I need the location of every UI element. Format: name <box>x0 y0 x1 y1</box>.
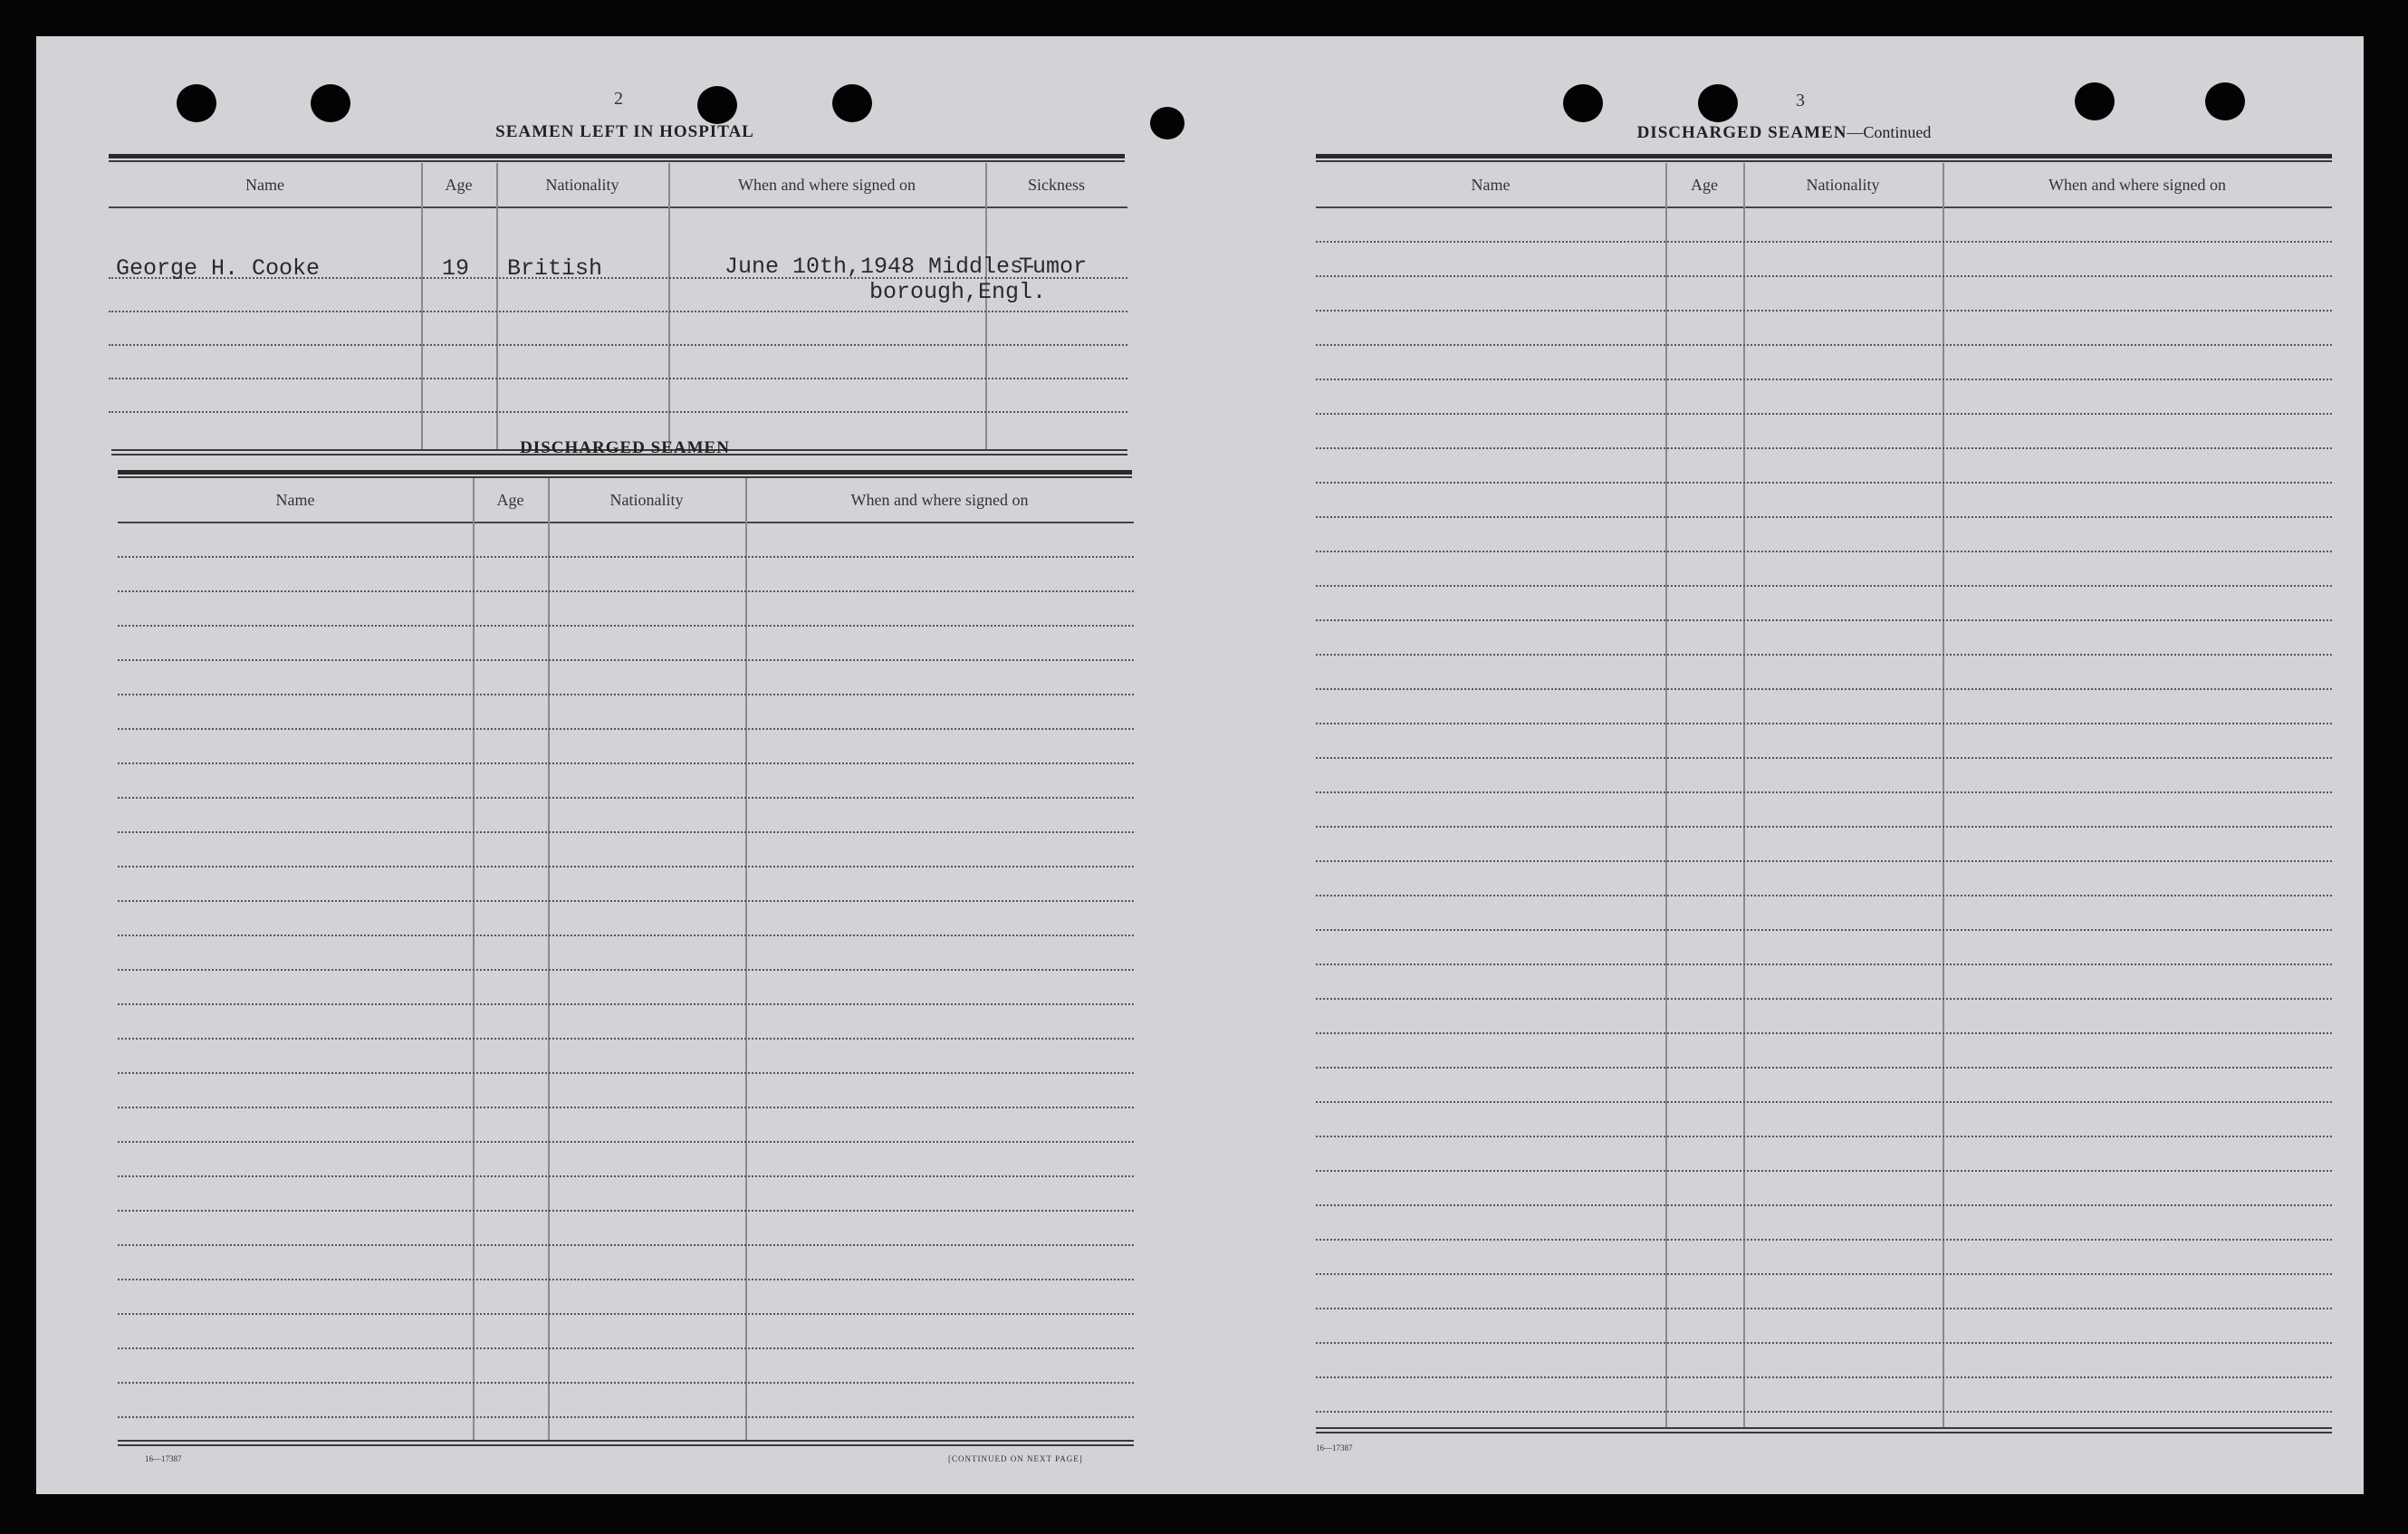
page-number-right: 3 <box>1796 91 1805 110</box>
entry-line <box>109 311 1127 312</box>
entry-line <box>1316 964 2332 965</box>
punch-hole <box>832 84 872 122</box>
entry-line <box>118 1382 1134 1384</box>
column-header-signed-on: When and where signed on <box>738 176 916 194</box>
entry-line <box>118 1003 1134 1005</box>
entry-line <box>1316 310 2332 312</box>
column-header-age: Age <box>445 176 473 194</box>
entry-line <box>118 797 1134 799</box>
column-header-nationality: Nationality <box>1806 176 1880 194</box>
punch-hole <box>1698 84 1738 122</box>
entry-line <box>1316 654 2332 656</box>
entry-line <box>1316 1170 2332 1172</box>
column-divider <box>421 163 423 451</box>
entry-line <box>118 556 1134 558</box>
hospital-table <box>109 163 1127 453</box>
punch-hole <box>1563 84 1603 122</box>
table-bottom-rule <box>1316 1432 2332 1433</box>
entry-line <box>118 1244 1134 1246</box>
entry-line <box>118 1313 1134 1315</box>
discharged-table-right <box>1316 163 2332 1431</box>
entry-line <box>1316 379 2332 380</box>
entry-line <box>1316 688 2332 690</box>
header-underline <box>109 206 1127 208</box>
punch-hole <box>2205 82 2245 120</box>
entry-line <box>118 1072 1134 1074</box>
entry-line <box>118 1279 1134 1280</box>
entry-line <box>1316 413 2332 415</box>
punch-hole <box>697 86 737 124</box>
hospital-section-title: SEAMEN LEFT IN HOSPITAL <box>495 122 754 141</box>
entry-line <box>118 969 1134 971</box>
entry-line <box>1316 1101 2332 1103</box>
entry-line <box>118 1038 1134 1040</box>
continued-note: [CONTINUED ON NEXT PAGE] <box>948 1454 1083 1463</box>
entry-line <box>1316 860 2332 862</box>
punch-hole <box>1150 107 1185 139</box>
entry-line <box>1316 1032 2332 1034</box>
entry-line <box>1316 895 2332 896</box>
column-header-signed-on: When and where signed on <box>2048 176 2226 194</box>
entry-line <box>1316 1273 2332 1275</box>
entry-line <box>118 1175 1134 1177</box>
column-header-signed-on: When and where signed on <box>850 491 1029 509</box>
entry-line <box>118 866 1134 868</box>
entry-line <box>1316 516 2332 518</box>
entry-name: George H. Cooke <box>116 255 321 282</box>
entry-line <box>1316 1204 2332 1206</box>
section-rule <box>109 160 1125 162</box>
entry-line <box>1316 619 2332 621</box>
column-divider <box>473 478 475 1440</box>
column-divider <box>668 163 670 451</box>
entry-line <box>1316 998 2332 1000</box>
entry-line <box>1316 275 2332 277</box>
manifest-sheet <box>36 36 2364 1494</box>
entry-line <box>118 625 1134 627</box>
punch-hole <box>2075 82 2115 120</box>
section-rule <box>109 154 1125 158</box>
entry-line <box>118 900 1134 902</box>
column-divider <box>496 163 498 451</box>
table-bottom-rule <box>118 1440 1134 1442</box>
entry-line <box>1316 1308 2332 1309</box>
title-main: DISCHARGED SEAMEN <box>1636 123 1847 142</box>
entry-line <box>118 1347 1134 1349</box>
column-header-nationality: Nationality <box>609 491 684 509</box>
entry-line <box>118 831 1134 833</box>
column-header-nationality: Nationality <box>545 176 619 194</box>
entry-sickness: Tumor <box>1019 254 1088 280</box>
page-number-left: 2 <box>614 89 623 109</box>
discharged-continued-title <box>1576 123 1992 143</box>
column-divider <box>985 163 987 451</box>
entry-line <box>1316 1342 2332 1344</box>
column-header-name: Name <box>275 491 315 509</box>
title-continued: —Continued <box>1847 123 1932 141</box>
entry-line <box>118 1210 1134 1212</box>
entry-signed-on-line1: June 10th,1948 Middles- <box>724 254 1038 280</box>
entry-line <box>1316 551 2332 552</box>
discharged-section-title: DISCHARGED SEAMEN <box>520 438 730 457</box>
table-bottom-rule <box>1316 1427 2332 1429</box>
section-rule <box>1316 154 2332 158</box>
entry-line <box>1316 482 2332 484</box>
entry-line <box>1316 344 2332 346</box>
entry-line <box>1316 1067 2332 1069</box>
entry-line <box>109 344 1127 346</box>
entry-line <box>118 762 1134 764</box>
entry-line <box>118 1141 1134 1143</box>
column-header-age: Age <box>496 491 524 509</box>
column-header-name: Name <box>245 176 284 194</box>
form-number-right: 16—17387 <box>1316 1443 1353 1453</box>
entry-line <box>1316 791 2332 793</box>
entry-signed-on-line2: borough,Engl. <box>869 279 1047 305</box>
entry-line <box>1316 241 2332 243</box>
entry-line <box>118 935 1134 936</box>
section-rule <box>1316 160 2332 162</box>
header-underline <box>118 522 1134 523</box>
discharged-table-left <box>118 478 1134 1438</box>
punch-hole <box>177 84 216 122</box>
entry-age: 19 <box>442 255 470 282</box>
entry-line <box>1316 723 2332 724</box>
entry-nationality: British <box>507 255 603 282</box>
entry-line <box>1316 757 2332 759</box>
table-bottom-rule <box>118 1444 1134 1446</box>
entry-line <box>1316 447 2332 449</box>
entry-line <box>109 378 1127 379</box>
entry-line <box>1316 1239 2332 1241</box>
section-rule <box>118 470 1132 475</box>
entry-line <box>1316 1411 2332 1413</box>
column-header-sickness: Sickness <box>1028 176 1085 194</box>
column-header-name: Name <box>1471 176 1511 194</box>
column-divider <box>548 478 550 1440</box>
entry-line <box>118 728 1134 730</box>
entry-line <box>118 1107 1134 1108</box>
entry-line <box>1316 929 2332 931</box>
entry-line <box>1316 1136 2332 1137</box>
entry-line <box>118 694 1134 695</box>
column-header-age: Age <box>1691 176 1718 194</box>
form-number-left: 16—17387 <box>145 1454 182 1463</box>
punch-hole <box>311 84 350 122</box>
entry-line <box>118 590 1134 592</box>
entry-line <box>1316 826 2332 828</box>
entry-line <box>1316 1376 2332 1378</box>
entry-line <box>1316 585 2332 587</box>
header-underline <box>1316 206 2332 208</box>
column-divider <box>745 478 747 1440</box>
entry-line <box>118 1416 1134 1418</box>
entry-line <box>118 659 1134 661</box>
entry-line <box>109 411 1127 413</box>
